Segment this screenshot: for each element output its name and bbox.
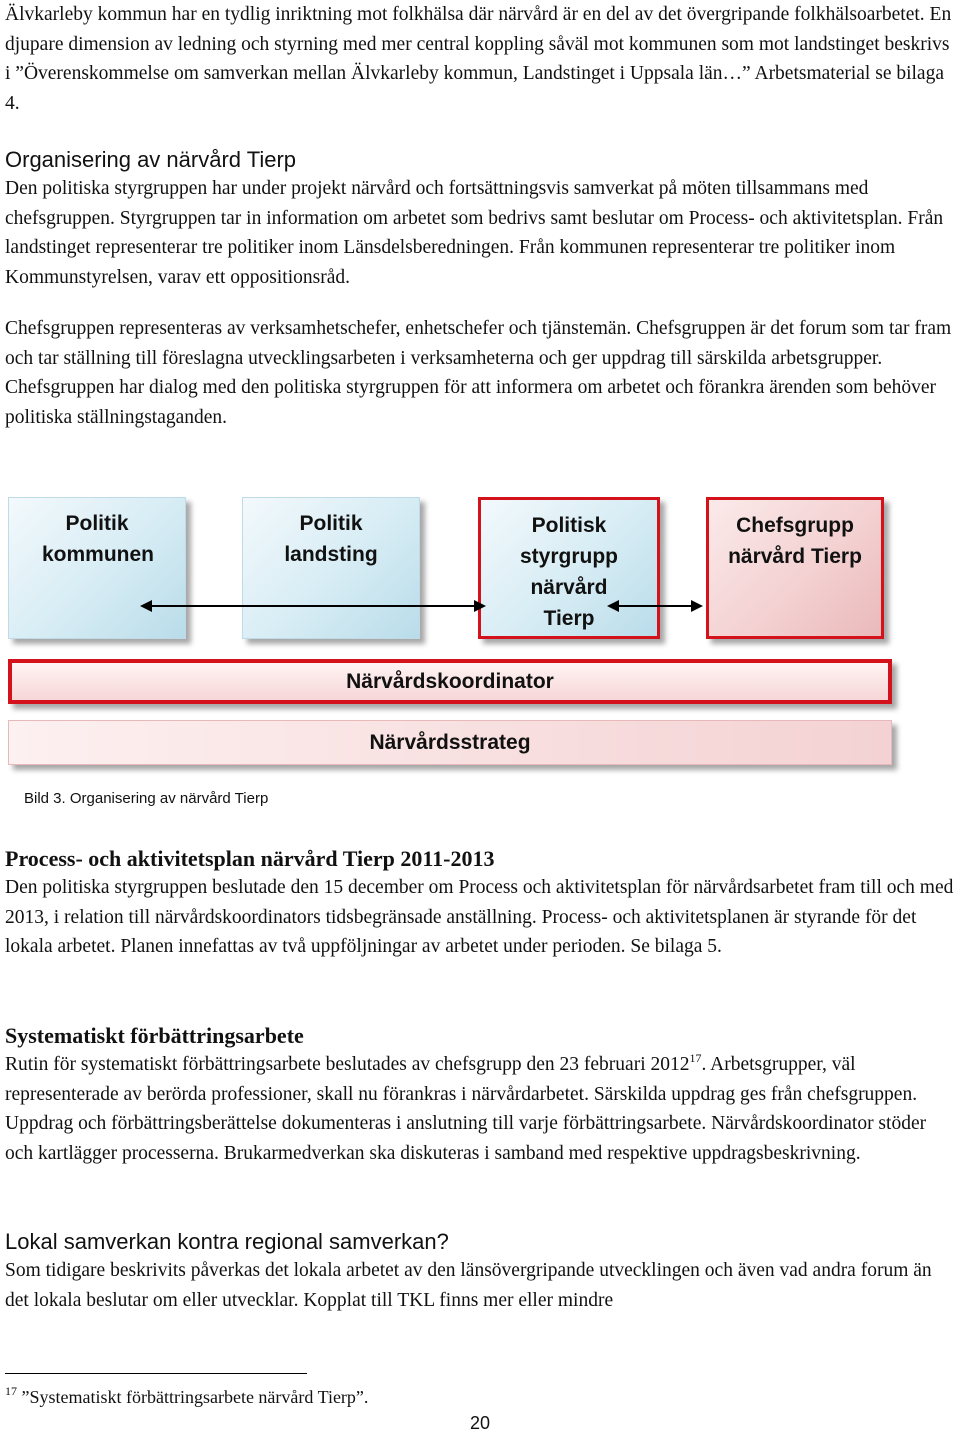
section-heading-organisering: Organisering av närvård Tierp — [5, 147, 297, 172]
page-number: 20 — [469, 1413, 491, 1433]
box-politik-kommunen — [8, 497, 186, 639]
bar-narvardskoordinator — [8, 659, 892, 704]
section-heading-systematiskt: Systematiskt förbättringsarbete — [5, 1023, 304, 1048]
section-process — [5, 845, 957, 962]
box-politik-landsting — [242, 497, 420, 639]
footnote-ref[interactable]: 17 — [689, 1051, 702, 1065]
box-chefsgrupp — [706, 497, 884, 639]
footnote-text: ”Systematiskt förbättringsarbete närvård Tierp”. — [21, 1387, 369, 1407]
process-paragraph: Den politiska styrgruppen beslutade den 15 december om Process och aktivitetsplan för närvårdsarbetet fram till och med 2013, i relation till närvårdskoordinators tidsbegränsade anställning. Process- och aktivitetsplanen är styrande för det lokala arbetet. Planen innefattas av två uppföljningar av arbetet under perioden. Se bilaga 5. — [5, 877, 954, 957]
systematiskt-paragraph — [5, 1050, 957, 1168]
section-systematiskt — [5, 1022, 957, 1168]
paragraph-start: Rutin för systematiskt förbättringsarbete beslutades av chefsgrupp den 23 februari 2012 — [5, 1054, 690, 1075]
bar-label: Närvårdsstrateg — [369, 730, 531, 754]
organisering-paragraph-1: Den politiska styrgruppen har under projekt närvård och fortsättningsvis samverkat på möten tillsammans med chefsgruppen. Styrgruppen tar in information om arbetet som bedrivs samt beslutar om Process- och aktivitetsplan. Från landstinget representerar tre politiker inom Länsdelsberedningen. Från kommunen representerar tre politiker inom Kommunstyrelsen, varav ett oppositionsråd. — [5, 178, 944, 288]
double-arrow-icon — [138, 596, 488, 616]
section-heading-lokal: Lokal samverkan kontra regional samverkan? — [5, 1229, 449, 1254]
section-lokal — [5, 1228, 957, 1315]
footnote — [5, 1384, 368, 1410]
box-politisk-styrgrupp — [478, 497, 660, 639]
figure-caption: Bild 3. Organisering av närvård Tierp — [24, 790, 269, 807]
lokal-paragraph: Som tidigare beskrivits påverkas det lokala arbetet av den länsövergripande utvecklingen och även vad andra forum än det lokala beslutar om eller utvecklar. Kopplat till TKL finns mer eller mindre — [5, 1260, 932, 1311]
section-heading-process: Process- och aktivitetsplan närvård Tierp 2011-2013 — [5, 846, 495, 871]
intro-text: Älvkarleby kommun har en tydlig inriktning mot folkhälsa där närvård är en del av det övergripande folkhälsoarbetet. En djupare dimension av ledning och styrning med mer central koppling såväl mot kommunen som mot landstinget beskrivs i ”Överenskommelse om samverkan mellan Älvkarleby kommun, Landstinget i Uppsala län…” Arbetsmaterial se bilaga 4. — [5, 4, 952, 114]
organisering-paragraph-2: Chefsgruppen representeras av verksamhetschefer, enhetschefer och tjänstemän. Chefsgruppen är det forum som tar fram och tar ställning till föreslagna utvecklingsarbeten i verksamheterna och ger uppdrag till särskilda arbetsgrupper. Chefsgruppen har dialog med den politiska styrgruppen för att informera om arbetet och förankra ärenden som behöver politiska ställningstaganden. — [5, 318, 952, 428]
box-label: Politik landsting — [284, 512, 378, 566]
paragraph-end: . Arbetsgrupper, väl representerade av berörda professioner, skall nu förankras i närvårdarbetet. Särskilda uppdrag ges från chefsgruppen. Uppdrag och förbättringsberättelse dokumenteras i anslutning till varje förbättringsarbete. Närvårdskoordinator stöder och kartlägger processerna. Brukarmedverkan ska diskuteras i samband med respektive uppdragsbeskrivning. — [5, 1054, 927, 1164]
double-arrow-icon — [605, 596, 705, 616]
bar-label: Närvårdskoordinator — [346, 669, 554, 693]
bar-narvardsstrateg — [8, 720, 892, 765]
box-label: Politisk styrgrupp närvård Tierp — [519, 514, 618, 630]
box-label: Chefsgrupp närvård Tierp — [728, 514, 862, 568]
footnote-divider — [5, 1373, 307, 1374]
box-label: Politik kommunen — [42, 512, 155, 566]
intro-paragraph — [5, 0, 957, 118]
section-organisering — [5, 146, 957, 432]
footnote-number: 17 — [5, 1384, 17, 1398]
